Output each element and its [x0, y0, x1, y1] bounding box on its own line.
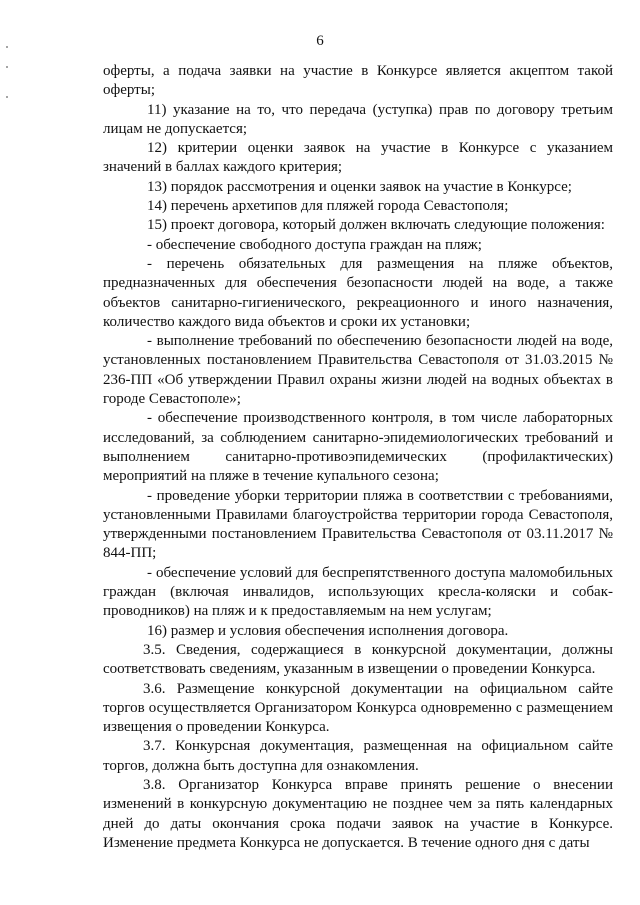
paragraph: - проведение уборки территории пляжа в соответствии с требованиями, установленными Правилами благоустройства территории города Севастополя, утвержденными постановлением Правительства Севастополя от 03.11.2017 № 844-ПП; — [103, 487, 613, 562]
scan-margin-mark — [6, 66, 8, 68]
paragraph: 11) указание на то, что передача (уступка) прав по договору третьим лицам не допускается; — [103, 101, 613, 137]
paragraph: 15) проект договора, который должен включать следующие положения: — [147, 217, 605, 234]
scan-margin-mark — [6, 96, 8, 98]
paragraph: - обеспечение свободного доступа граждан на пляж; — [147, 236, 482, 253]
page-number: 6 — [316, 33, 324, 49]
paragraph: - обеспечение условий для беспрепятственного доступа маломобильных граждан (включая инвалидов, использующих кресла-коляски и собак-проводников) на пляж и к предоставляемым на нем услугам; — [103, 564, 613, 620]
paragraph: 3.5. Сведения, содержащиеся в конкурсной документации, должны соответствовать сведениям, указанным в извещении о проведении Конкурса. — [103, 641, 613, 678]
paragraph: 16) размер и условия обеспечения исполнения договора. — [147, 622, 509, 639]
paragraph: - выполнение требований по обеспечению безопасности людей на воде, установленных постановлением Правительства Севастополя от 31.03.2015 № 236-ПП «Об утверждении Правил охраны жизни людей на водных объектах в городе Севастополе»; — [103, 333, 613, 408]
paragraph: 3.6. Размещение конкурсной документации на официальном сайте торгов осуществляется Организатором Конкурса одновременно с размещением извещения о проведении Конкурса. — [103, 680, 613, 736]
paragraph: 3.8. Организатор Конкурса вправе принять решение о внесении изменений в конкурсную документацию не позднее чем за пять календарных дней до даты окончания срока подачи заявок на участие в Конкурсе. Изменение предмета Конкурса не допускается. В течение одного дня с даты — [103, 776, 613, 851]
paragraph: - обеспечение производственного контроля, в том числе лабораторных исследований, за соблюдением санитарно-эпидемиологических требований и выполнением санитарно-противоэпидемических (профилактических) мероприятий на пляже в течение купального сезона; — [103, 410, 613, 485]
document-body — [103, 62, 613, 853]
paragraph: 12) критерии оценки заявок на участие в Конкурсе с указанием значений в баллах каждого критерия; — [103, 140, 613, 176]
paragraph: 3.7. Конкурсная документация, размещенная на официальном сайте торгов, должна быть доступна для ознакомления. — [103, 738, 613, 774]
paragraph: 14) перечень архетипов для пляжей города Севастополя; — [147, 198, 509, 215]
paragraph: 13) порядок рассмотрения и оценки заявок на участие в Конкурсе; — [147, 178, 572, 195]
paragraph: оферты, а подача заявки на участие в Конкурсе является акцептом такой оферты; — [103, 63, 613, 99]
paragraph: - перечень обязательных для размещения на пляже объектов, предназначенных для обеспечения безопасности людей на воде, а также объектов санитарно-гигиенического, рекреационного и иного назначения, количество каждого вида объектов и сроки их установки; — [103, 255, 613, 330]
